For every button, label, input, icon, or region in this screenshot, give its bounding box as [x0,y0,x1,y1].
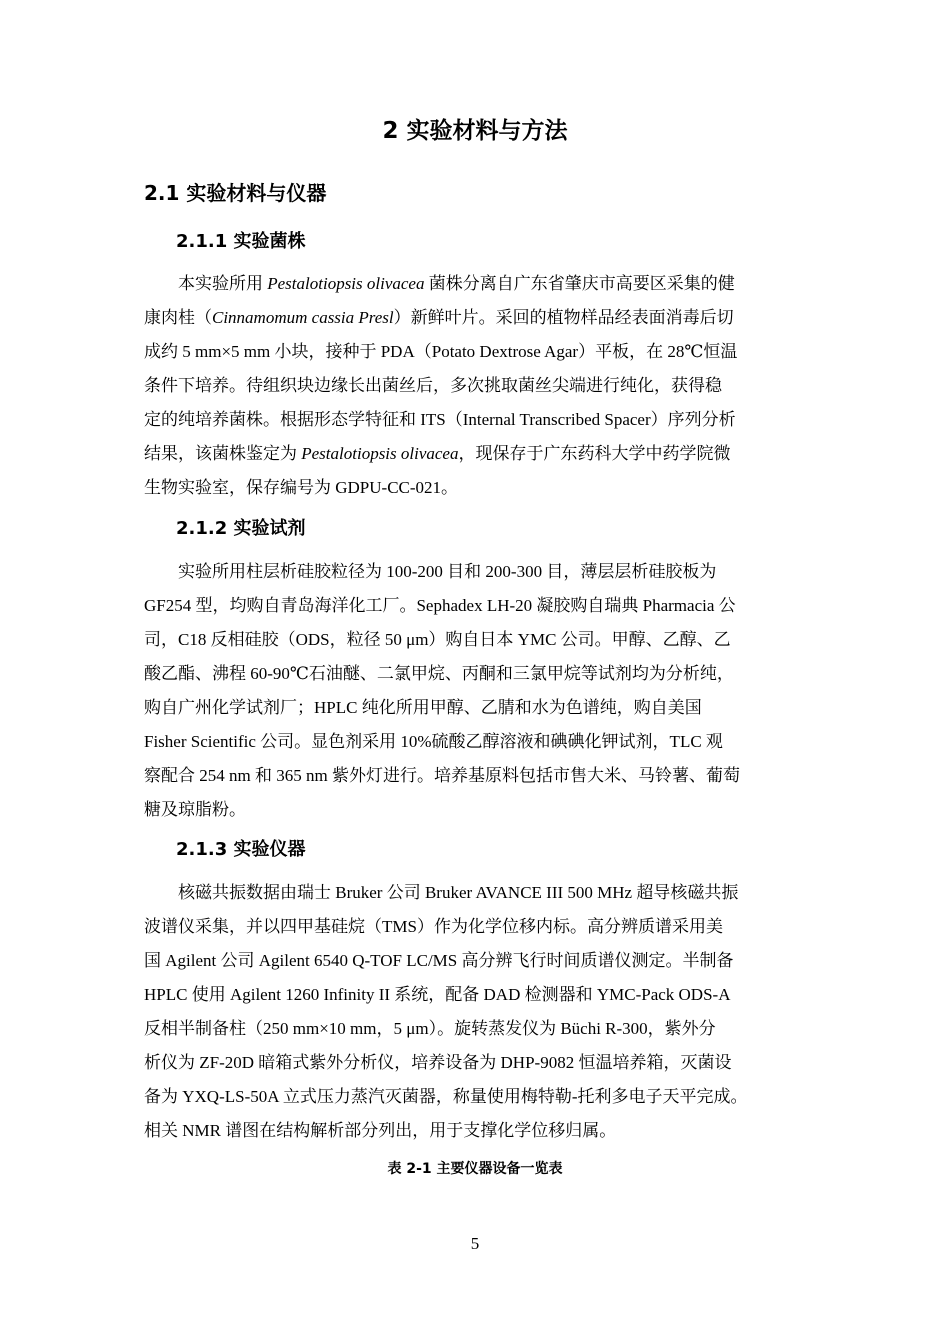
paragraph-strain [144,267,808,505]
text-run: 察配合 254 nm 和 365 nm 紫外灯进行。培养基原料包括市售大米、马铃薯、葡萄 [144,766,740,785]
table-caption: 表 2-1 主要仪器设备一览表 [387,1161,563,1177]
subsection-heading-2-1-3: 2.1.3 实验仪器 [176,839,306,860]
text-line [144,691,808,725]
text-line [144,1046,808,1080]
text-run: 司，C18 反相硅胶（ODS，粒径 50 μm）购自日本 YMC 公司。甲醇、乙醇、乙 [144,630,731,649]
text-run: ）新鲜叶片。采回的植物样品经表面消毒后切 [393,308,734,327]
text-run: 备为 YXQ-LS-50A 立式压力蒸汽灭菌器，称量使用梅特勒-托利多电子天平完成。 [144,1087,748,1106]
text-run: 条件下培养。待组织块边缘长出菌丝后，多次挑取菌丝尖端进行纯化，获得稳 [144,376,722,395]
species-name: Pestalotiopsis olivacea [301,444,459,463]
text-run: Fisher Scientific 公司。显色剂采用 10%硫酸乙醇溶液和碘碘化钾试剂，TLC 观 [144,732,723,751]
text-line [144,876,808,910]
text-run: 康肉桂（ [144,308,212,327]
text-run: 购自广州化学试剂厂；HPLC 纯化所用甲醇、乙腈和水为色谱纯，购自美国 [144,698,702,717]
text-run: 相关 NMR 谱图在结构解析部分列出，用于支撑化学位移归属。 [144,1121,617,1140]
text-run: 糖及琼脂粉。 [144,800,246,819]
text-run: 生物实验室，保存编号为 GDPU-CC-021。 [144,478,459,497]
text-run: ，现保存于广东药科大学中药学院微 [458,444,731,463]
text-run: 酸乙酯、沸程 60-90℃石油醚、二氯甲烷、丙酮和三氯甲烷等试剂均为分析纯， [144,664,734,683]
text-run: 结果，该菌株鉴定为 [144,444,302,463]
text-line [144,623,808,657]
text-line [144,793,808,827]
species-name: Pestalotiopsis olivacea [267,274,425,293]
text-line [144,978,808,1012]
text-line [144,910,808,944]
text-line [144,759,808,793]
subsection-heading-2-1-1: 2.1.1 实验菌株 [176,231,306,252]
text-run: HPLC 使用 Agilent 1260 Infinity II 系统，配备 DAD 检测器和 YMC-Pack ODS-A [144,985,731,1004]
species-name: Cinnamomum cassia Presl [212,308,394,327]
text-line [144,1114,808,1148]
text-run: 定的纯培养菌株。根据形态学特征和 ITS（Internal Transcribed Spacer）序列分析 [144,410,736,429]
text-run: GF254 型，均购自青岛海洋化工厂。Sephadex LH-20 凝胶购自瑞典 Pharmacia 公 [144,596,736,615]
text-run: 本实验所用 [178,274,268,293]
text-line [144,1080,808,1114]
text-line [144,1012,808,1046]
text-run: 国 Agilent 公司 Agilent 6540 Q-TOF LC/MS 高分辨飞行时间质谱仪测定。半制备 [144,951,734,970]
paragraph-reagents [144,555,808,827]
text-line [144,657,808,691]
text-line [144,944,808,978]
text-line [144,725,808,759]
text-line [144,369,808,403]
text-run: 实验所用柱层析硅胶粒径为 100-200 目和 200-300 目，薄层层析硅胶板为 [178,562,717,581]
text-line [144,437,808,471]
text-line [144,335,808,369]
text-line [144,555,808,589]
text-line [144,403,808,437]
text-line [144,267,808,301]
section-heading-2-1: 2.1 实验材料与仪器 [144,181,327,205]
text-line [144,301,808,335]
text-run: 反相半制备柱（250 mm×10 mm，5 μm）。旋转蒸发仪为 Büchi R-300，紫外分 [144,1019,716,1038]
page-number: 5 [470,1234,480,1253]
subsection-heading-2-1-2: 2.1.2 实验试剂 [176,518,306,539]
text-line [144,589,808,623]
text-run: 核磁共振数据由瑞士 Bruker 公司 Bruker AVANCE III 500 MHz 超导核磁共振 [178,883,739,902]
text-line [144,471,808,505]
text-run: 菌株分离自广东省肇庆市高要区采集的健 [424,274,735,293]
chapter-title: 2 实验材料与方法 [382,118,568,144]
text-run: 成约 5 mm×5 mm 小块，接种于 PDA（Potato Dextrose Agar）平板，在 28℃恒温 [144,342,738,361]
text-run: 波谱仪采集，并以四甲基硅烷（TMS）作为化学位移内标。高分辨质谱采用美 [144,917,723,936]
text-run: 析仪为 ZF-20D 暗箱式紫外分析仪，培养设备为 DHP-9082 恒温培养箱，灭菌设 [144,1053,732,1072]
paragraph-instruments [144,876,808,1148]
